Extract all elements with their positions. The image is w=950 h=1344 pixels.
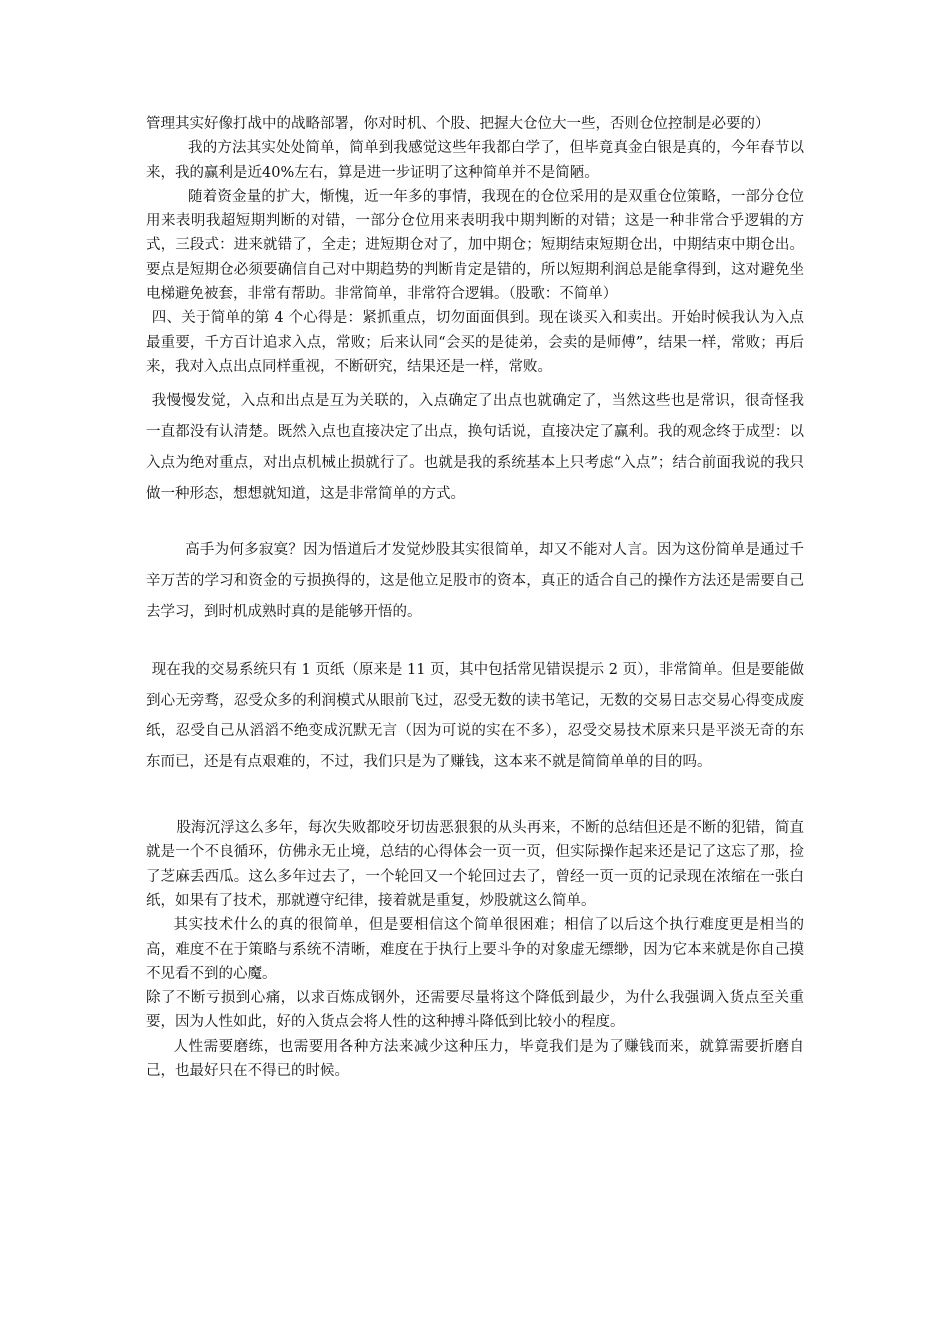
paragraph-years-in-market: 股海沉浮这么多年，每次失败都咬牙切齿恶狠狠的从头再来，不断的总结但还是不断的犯错，简直就是一个不良循环，仿佛永无止境，总结的心得体会一页一页，但实际操作起来还是记了这忘了那，捡了芝麻丢西瓜。这么多年过去了，一个轮回又一个轮回过去了，曾经一页一页的记录现在浓缩在一张白纸，如果有了技术，那就遵守纪律，接着就是重复，炒股就这么简单。: [146, 820, 804, 909]
document-body: [146, 112, 804, 1083]
paragraph-dual-position: 随着资金量的扩大，惭愧，近一年多的事情，我现在的仓位采用的是双重仓位策略，一部分仓位用来表明我超短期判断的对错，一部分仓位用来表明我中期判断的对错；这是一种非常合乎逻辑的方式，三段式：进来就错了，全走；进短期仓对了，加中期仓；短期结束短期仓出，中期结束中期仓出。要点是短期仓必须要确信自己对中期趋势的判断肯定是错的，所以短期利润总是能拿得到，这对避免坐电梯避免被套，非常有帮助。非常简单，非常符合逻辑。（股歌：不简单）: [146, 188, 804, 303]
paragraph-entry-point: 除了不断亏损到心痛，以求百炼成钢外，还需要尽量将这个降低到最少，为什么我强调入货点至关重要，因为人性如此，好的入货点会将人性的这种搏斗降低到比较小的程度。: [146, 990, 804, 1031]
paragraph-simple-method: 我的方法其实处处简单，简单到我感觉这些年我都白学了，但毕竟真金白银是真的，今年春节以来，我的赢利是近40%左右，算是进一步证明了这种简单并不是简陋。: [146, 140, 804, 181]
paragraph-lonely-masters: 高手为何多寂寞？因为悟道后才发觉炒股其实很简单，却又不能对人言。因为这份简单是通过千辛万苦的学习和资金的亏损换得的，这是他立足股市的资本，真正的适合自己的操作方法还是需要自己去学习，到时机成熟时真的是能够开悟的。: [146, 542, 804, 621]
paragraph-position-control: 管理其实好像打战中的战略部署，你对时机、个股、把握大仓位大一些，否则仓位控制是必要的）: [146, 116, 770, 132]
paragraph-fourth-insight: 四、关于简单的第 4 个心得是：紧抓重点，切勿面面俱到。现在谈买入和卖出。开始时候我认为入点最重要，千方百计追求入点，常败；后来认同“会买的是徒弟，会卖的是师傅”，结果一样，常败；再后来，我对入点出点同样重视，不断研究，结果还是一样，常败。: [146, 310, 804, 375]
paragraph-inner-demon: 其实技术什么的真的很简单，但是要相信这个简单很困难；相信了以后这个执行难度更是相当的高，难度不在于策略与系统不清晰，难度在于执行上要斗争的对象虚无缥缈，因为它本来就是你自己摸不见看不到的心魔。: [146, 917, 804, 982]
paragraph-entry-exit: 我慢慢发觉，入点和出点是互为关联的，入点确定了出点也就确定了，当然这些也是常识，很奇怪我一直都没有认清楚。既然入点也直接决定了出点，换句话说，直接决定了赢利。我的观念终于成型：以入点为绝对重点，对出点机械止损就行了。也就是我的系统基本上只考虑“入点”；结合前面我说的我只做一种形态，想想就知道，这是非常简单的方式。: [146, 393, 804, 502]
paragraph-human-nature: 人性需要磨练，也需要用各种方法来减少这种压力，毕竟我们是为了赚钱而来，就算需要折磨自己，也最好只在不得已的时候。: [146, 1038, 804, 1079]
paragraph-one-page-system: 现在我的交易系统只有 1 页纸（原来是 11 页，其中包括常见错误提示 2 页），非常简单。但是要能做到心无旁骛，忍受众多的利润模式从眼前飞过，忍受无数的读书笔记，无数的交易日志交易心得变成废纸，忍受自己从滔滔不绝变成沉默无言（因为可说的实在不多），忍受交易技术原来只是平淡无奇的东东而已，还是有点艰难的，不过，我们只是为了赚钱，这本来不就是简简单单的目的吗。: [146, 661, 804, 771]
